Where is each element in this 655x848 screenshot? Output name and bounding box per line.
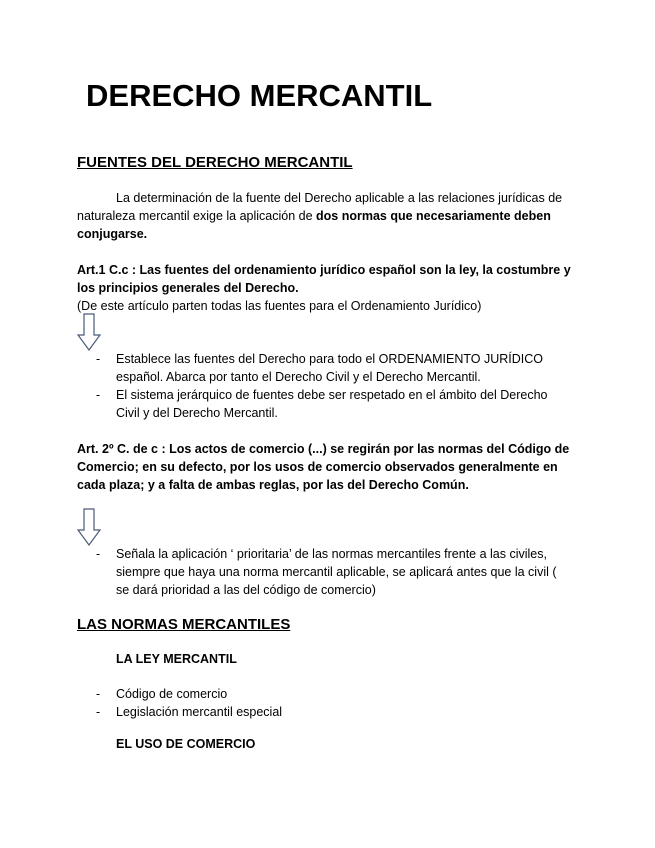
intro-paragraph [77, 189, 582, 243]
list-item [96, 703, 571, 721]
bullet-dash: - [96, 388, 101, 402]
list-item [96, 545, 571, 599]
list-item-text: Señala la aplicación ‘ prioritaria’ de las normas mercantiles frente a las civiles, siempre que haya una norma mercantil aplicable, se aplicará antes que la civil ( se dará prioridad a las del código de comercio) [116, 547, 557, 597]
page-title: DERECHO MERCANTIL [86, 78, 433, 113]
article-1-text: Art.1 C.c : Las fuentes del ordenamiento jurídico español son la ley, la costumbre y los principios generales del Derecho. [77, 263, 571, 295]
bullet-dash: - [96, 547, 101, 561]
bullet-dash: - [96, 687, 101, 701]
list-item-text: Legislación mercantil especial [116, 705, 283, 719]
intro-bold-text: dos normas que necesariamente deben conjugarse. [77, 209, 551, 241]
article-1-points [96, 350, 571, 422]
list-item-text: El sistema jerárquico de fuentes debe ser respetado en el ámbito del Derecho Civil y del Derecho Mercantil. [116, 388, 548, 420]
article-2-text: Art. 2º C. de c : Los actos de comercio (...) se regirán por las normas del Código de Comercio; en su defecto, por los usos de comercio observados generalmente en cada plaza; y a falta de ambas reglas, por las del Derecho Común. [77, 442, 570, 492]
intro-text: La determinación de la fuente del Derecho aplicable a las relaciones jurídicas de naturaleza mercantil exige la aplicación de [77, 191, 563, 223]
article-2-points [96, 545, 571, 599]
bullet-dash: - [96, 705, 101, 719]
list-item-text: Código de comercio [116, 687, 228, 701]
subheading-ley-mercantil: LA LEY MERCANTIL [116, 652, 237, 666]
list-item-text: Establece las fuentes del Derecho para todo el ORDENAMIENTO JURÍDICO español. Abarca por tanto el Derecho Civil y el Derecho Mercantil. [116, 352, 544, 384]
section-heading-fuentes: FUENTES DEL DERECHO MERCANTIL [77, 154, 353, 171]
down-arrow-icon [77, 313, 101, 351]
article-1-note: (De este artículo parten todas las fuentes para el Ordenamiento Jurídico) [77, 299, 482, 313]
section-heading-normas: LAS NORMAS MERCANTILES [77, 616, 291, 633]
ley-mercantil-points [96, 685, 571, 721]
list-item [96, 685, 571, 703]
subheading-uso-comercio: EL USO DE COMERCIO [116, 737, 256, 751]
list-item [96, 386, 571, 422]
list-item [96, 350, 571, 386]
bullet-dash: - [96, 352, 101, 366]
down-arrow-icon [77, 508, 101, 546]
